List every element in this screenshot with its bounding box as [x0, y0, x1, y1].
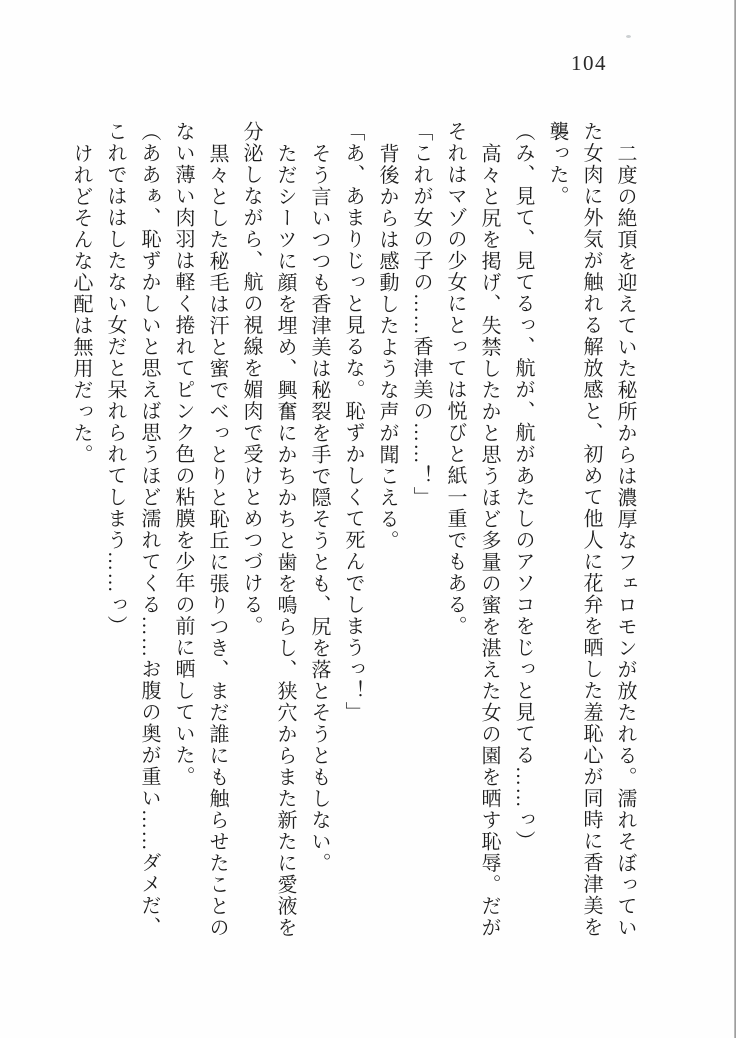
- text-line: 分泌しながら、航の視線を媚肉で受けとめつづける。: [240, 121, 262, 637]
- text-line: けれどそんな心配は無用だった。: [70, 143, 92, 466]
- text-line: ない薄い肉羽は軽く捲れてピンク色の粘膜を少年の前に晒していた。: [172, 121, 194, 788]
- text-line: （み、見て、見てるっ、航が、航があたしのアソコをじっと見てる……っ）: [512, 121, 534, 852]
- text-line: そう言いつつも香津美は秘裂を手で隠そうとも、尻を落とそうともしない。: [308, 143, 330, 874]
- scan-artifact: [626, 35, 631, 38]
- text-line: 背後からは感動したような声が聞こえる。: [376, 143, 398, 552]
- text-line: 高々と尻を掲げ、失禁したかと思うほど多量の蜜を湛えた女の園を晒す恥辱。だが: [478, 143, 500, 939]
- text-line: 黒々とした秘毛は汗と蜜でべっとりと恥丘に張りつき、まだ誰にも触らせたことの: [206, 143, 228, 939]
- text-line: ただシーツに顔を埋め、興奮にかちかちと歯を鳴らし、狭穴からまた新たに愛液を: [274, 143, 296, 939]
- page-number: 104: [571, 51, 607, 75]
- text-line: 襲った。: [546, 121, 568, 207]
- text-line: 二度の絶頂を迎えていた秘所からは濃厚なフェロモンが放たれる。濡れそぼってい: [614, 143, 636, 939]
- text-line: た女肉に外気が触れる解放感と、初めて他人に花弁を晒した羞恥心が同時に香津美を: [580, 121, 602, 938]
- text-line: 「あ、あまりじっと見るな。恥ずかしくて死んでしまうっ！」: [342, 121, 364, 723]
- text-line: 「これが女の子の……香津美の……！」: [410, 121, 432, 508]
- text-line: （ああぁ、恥ずかしいと思えば思うほど濡れてくる……お腹の奥が重い……ダメだ、: [138, 121, 160, 938]
- text-line: これでははしたない女だと呆れられてしまう……っ）: [104, 121, 126, 637]
- text-line: それはマゾの少女にとっては悦びと紙一重でもある。: [444, 121, 466, 637]
- body-text: [64, 121, 642, 943]
